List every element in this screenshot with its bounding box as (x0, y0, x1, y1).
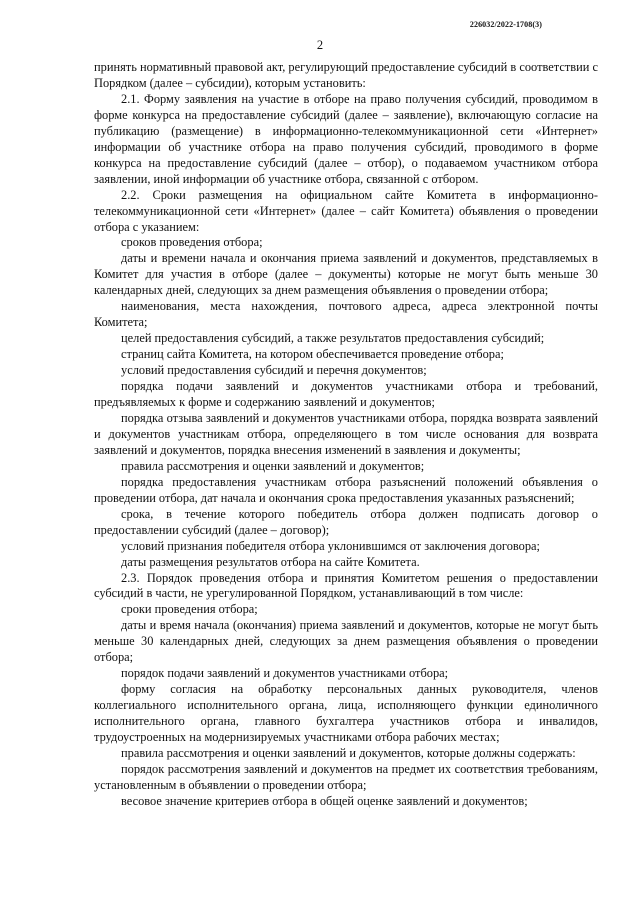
document-id: 226032/2022-1708(3) (469, 20, 542, 29)
paragraph-2-1: 2.1. Форму заявления на участие в отборе на право получения субсидий, проводимом в форме конкурса на предоставление субсидий (далее – заявление), включающую согласие на публикацию (размещение) в информационно-телекоммуникационной сети «Интернет» информации об участнике отбора на право получения субсидий, проводимого в форме конкурса на предоставление субсидий (далее – отбор), о подаваемом участником отбора заявлении, иной информации об участнике отбора, связанной с отбором. (94, 91, 598, 186)
list-item: порядок рассмотрения заявлений и документов на предмет их соответствия требованиям, установленным в объявлении о проведении отбора; (94, 761, 598, 792)
list-item: правила рассмотрения и оценки заявлений и документов, которые должны содержать: (121, 745, 576, 760)
paragraph-intro: принять нормативный правовой акт, регулирующий предоставление субсидий в соответствии с Порядком (далее – субсидии), которым установить: (94, 60, 598, 90)
list-item: условий признания победителя отбора уклонившимся от заключения договора; (121, 538, 540, 553)
list-item: порядок подачи заявлений и документов участниками отбора; (121, 666, 449, 681)
list-item: страниц сайта Комитета, на котором обеспечивается проведение отбора; (121, 347, 504, 362)
list-item: срока, в течение которого победитель отбора должен подписать договор о предоставлении субсидий (далее – договор); (94, 506, 598, 537)
list-item: даты и времени начала и окончания приема заявлений и документов, представляемых в Комитет для участия в отборе (далее – документы) которые не могут быть меньше 30 календарных дней, следующих за днем размещения объявления о проведении отбора; (94, 251, 598, 298)
list-item: порядка предоставления участникам отбора разъяснений положений объявления о проведении отбора, дат начала и окончания срока предоставления указанных разъяснений; (94, 474, 598, 505)
list-item: сроков проведения отбора; (121, 235, 263, 250)
list-item: наименования, места нахождения, почтового адреса, адреса электронной почты Комитета; (94, 299, 598, 330)
list-item: порядка отзыва заявлений и документов участниками отбора, порядка возврата заявлений и документов участникам отбора, определяющего в том числе основания для возврата заявлений и документов, порядка внесения изменений в заявления и документы; (94, 410, 598, 457)
list-item: правила рассмотрения и оценки заявлений и документов; (121, 458, 425, 473)
paragraph-2-2: 2.2. Сроки размещения на официальном сайте Комитета в информационно-телекоммуникационной сети «Интернет» (далее – сайт Комитета) объявления о проведении отбора с указанием: (94, 187, 598, 234)
list-item: условий предоставления субсидий и перечня документов; (121, 363, 427, 378)
document-body (94, 60, 598, 810)
list-item: сроки проведения отбора; (121, 602, 258, 617)
list-item: порядка подачи заявлений и документов участниками отбора и требований, предъявляемых к форме и содержанию заявлений и документов; (94, 379, 598, 410)
list-item: целей предоставления субсидий, а также результатов предоставления субсидий; (121, 331, 545, 346)
list-item: даты и время начала (окончания) приема заявлений и документов, которые не могут быть меньше 30 календарных дней, следующих за днем размещения объявления о проведении отбора; (94, 618, 598, 665)
page-number: 2 (316, 38, 324, 52)
list-item: форму согласия на обработку персональных данных руководителя, членов коллегиального исполнительного органа, лица, исполняющего функции единоличного исполнительного органа, главного бухгалтера участников отбора и инвалидов, трудоустроенных на модернизируемых участниками отбора рабочих местах; (94, 682, 598, 745)
list-item: даты размещения результатов отбора на сайте Комитета. (121, 554, 420, 569)
paragraph-2-3: 2.3. Порядок проведения отбора и принятия Комитетом решения о предоставлении субсидий в части, не урегулированной Порядком, устанавливающий в том числе: (94, 570, 598, 601)
list-item: весовое значение критериев отбора в общей оценке заявлений и документов; (121, 793, 528, 808)
